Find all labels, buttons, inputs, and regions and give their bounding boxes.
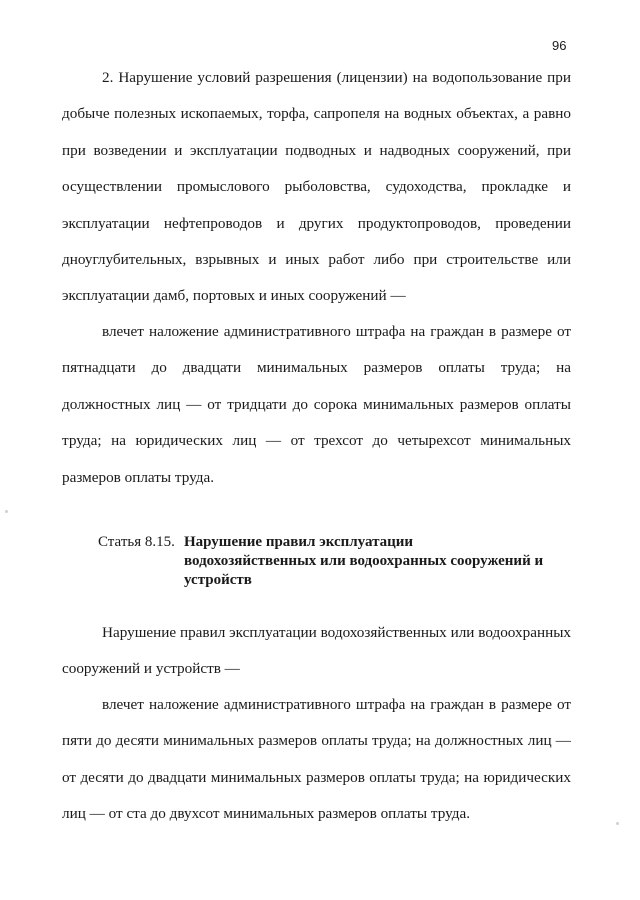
scan-speck bbox=[5, 510, 8, 513]
page-number: 96 bbox=[552, 38, 567, 53]
paragraph-violation-license: 2. Нарушение условий разрешения (лицензии) на водопользование при добыче полезных ископаемых, торфа, сапропеля на водных объектах, а равно при возведении и эксплуатации подводных и надводных сооружений, при осуществлении промыслового рыболовства, судоходства, прокладке и эксплуатации нефтепроводов и других продуктопроводов, проведении дноуглубительных, взрывных и иных работ либо при строительстве или эксплуатации дамб, портовых и иных сооружений — bbox=[62, 69, 571, 305]
paragraph-fine-2: влечет наложение административного штрафа на граждан в размере от пяти до десяти минимальных размеров оплаты труда; на должностных лиц — от десяти до двадцати минимальных размеров оплаты труда; на юридических лиц — от ста до двухсот минимальных размеров оплаты труда. bbox=[62, 696, 571, 823]
article-number: Статья 8.15. bbox=[98, 534, 175, 550]
paragraph-fine-1: влечет наложение административного штрафа на граждан в размере от пятнадцати до двадцати минимальных размеров оплаты труда; на должностных лиц — от тридцати до сорока минимальных размеров оплаты труда; на юридических лиц — от трехсот до четырехсот минимальных размеров оплаты труда. bbox=[62, 323, 571, 486]
scan-speck bbox=[616, 822, 619, 825]
article-title: Нарушение правил эксплуатации водохозяйственных или водоохранных сооружений и устройств bbox=[184, 534, 544, 588]
paragraph-violation-rules: Нарушение правил эксплуатации водохозяйственных или водоохранных сооружений и устройств — bbox=[62, 624, 571, 678]
